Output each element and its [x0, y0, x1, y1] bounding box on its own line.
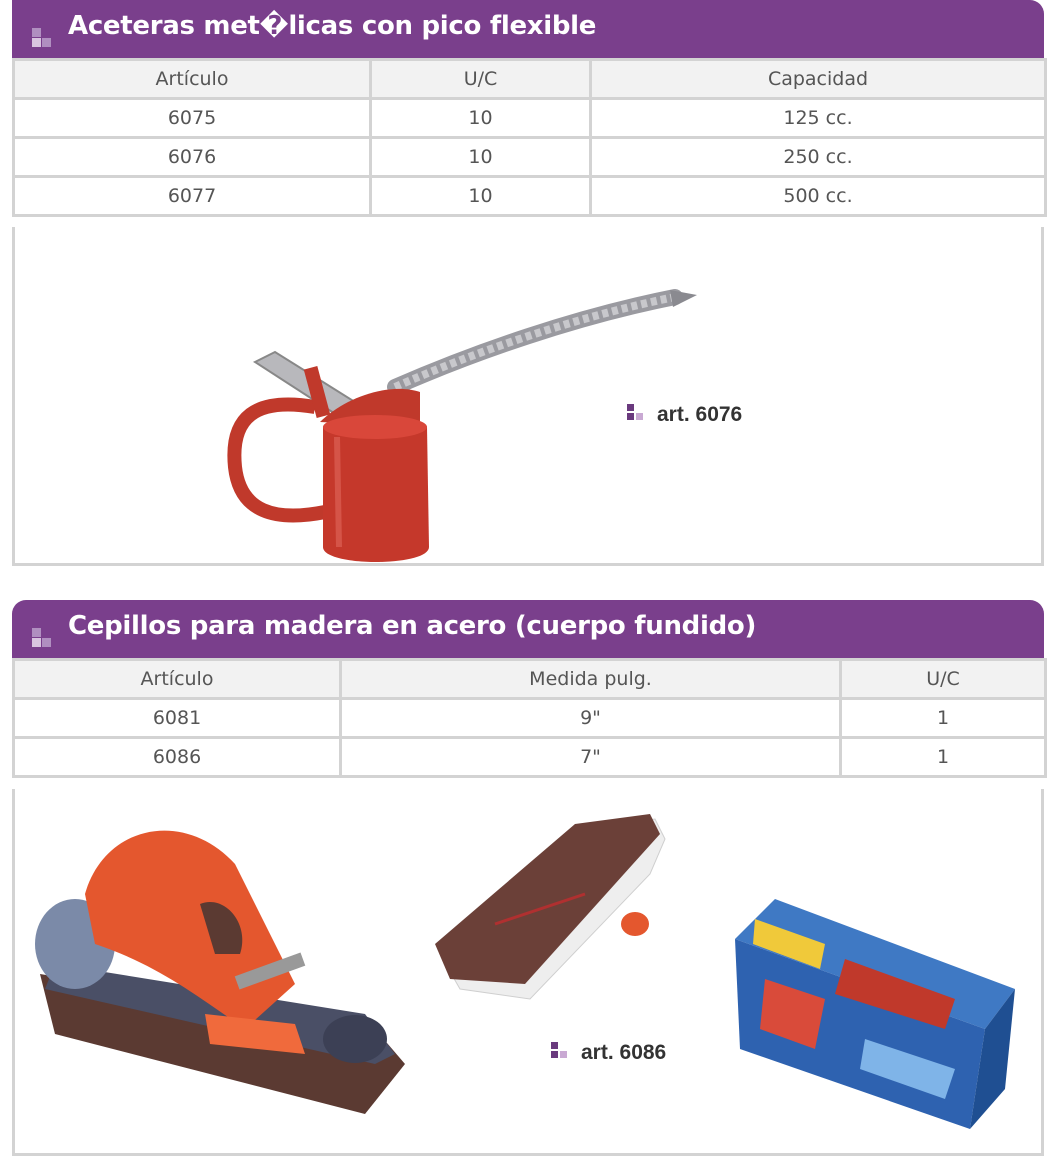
- image-caption: art. 6086: [581, 1041, 667, 1064]
- table-header-row: [14, 660, 1046, 699]
- column-header: Artículo: [14, 60, 371, 99]
- column-header: Medida pulg.: [341, 660, 841, 699]
- table-row: [14, 699, 1046, 738]
- column-header: U/C: [841, 660, 1046, 699]
- table-cell: 10: [371, 138, 591, 177]
- table-row: [14, 138, 1046, 177]
- section-title: Aceteras met�licas con pico flexible: [68, 11, 597, 41]
- bullet-icon: [627, 404, 649, 424]
- wood-plane-image: [435, 814, 675, 1004]
- table-header-row: [14, 60, 1046, 99]
- table-cell: 6086: [14, 738, 341, 777]
- table-row: [14, 177, 1046, 216]
- product-table: [12, 58, 1047, 217]
- table-cell: 500 cc.: [591, 177, 1046, 216]
- table-cell: 10: [371, 177, 591, 216]
- product-image-area: [12, 789, 1044, 1156]
- table-cell: 250 cc.: [591, 138, 1046, 177]
- section-oilers: [12, 0, 1044, 566]
- table-cell: 6081: [14, 699, 341, 738]
- bullet-icon: [32, 28, 58, 50]
- section-header: [12, 0, 1044, 58]
- table-cell: 9": [341, 699, 841, 738]
- bullet-icon: [551, 1042, 573, 1062]
- column-header: Capacidad: [591, 60, 1046, 99]
- section-planes: [12, 600, 1044, 1156]
- image-caption: art. 6076: [657, 403, 743, 426]
- product-table: [12, 658, 1047, 778]
- table-row: [14, 99, 1046, 138]
- table-cell: 125 cc.: [591, 99, 1046, 138]
- table-cell: 10: [371, 99, 591, 138]
- block-plane-image: [35, 814, 415, 1124]
- column-header: Artículo: [14, 660, 341, 699]
- table-cell: 6077: [14, 177, 371, 216]
- column-header: U/C: [371, 60, 591, 99]
- product-box-image: [735, 899, 1015, 1129]
- table-cell: 6075: [14, 99, 371, 138]
- table-cell: 1: [841, 699, 1046, 738]
- table-cell: 7": [341, 738, 841, 777]
- section-header: [12, 600, 1044, 658]
- bullet-icon: [32, 628, 58, 650]
- table-cell: 6076: [14, 138, 371, 177]
- product-image-area: [12, 227, 1044, 566]
- table-row: [14, 738, 1046, 777]
- section-title: Cepillos para madera en acero (cuerpo fundido): [68, 611, 757, 641]
- table-cell: 1: [841, 738, 1046, 777]
